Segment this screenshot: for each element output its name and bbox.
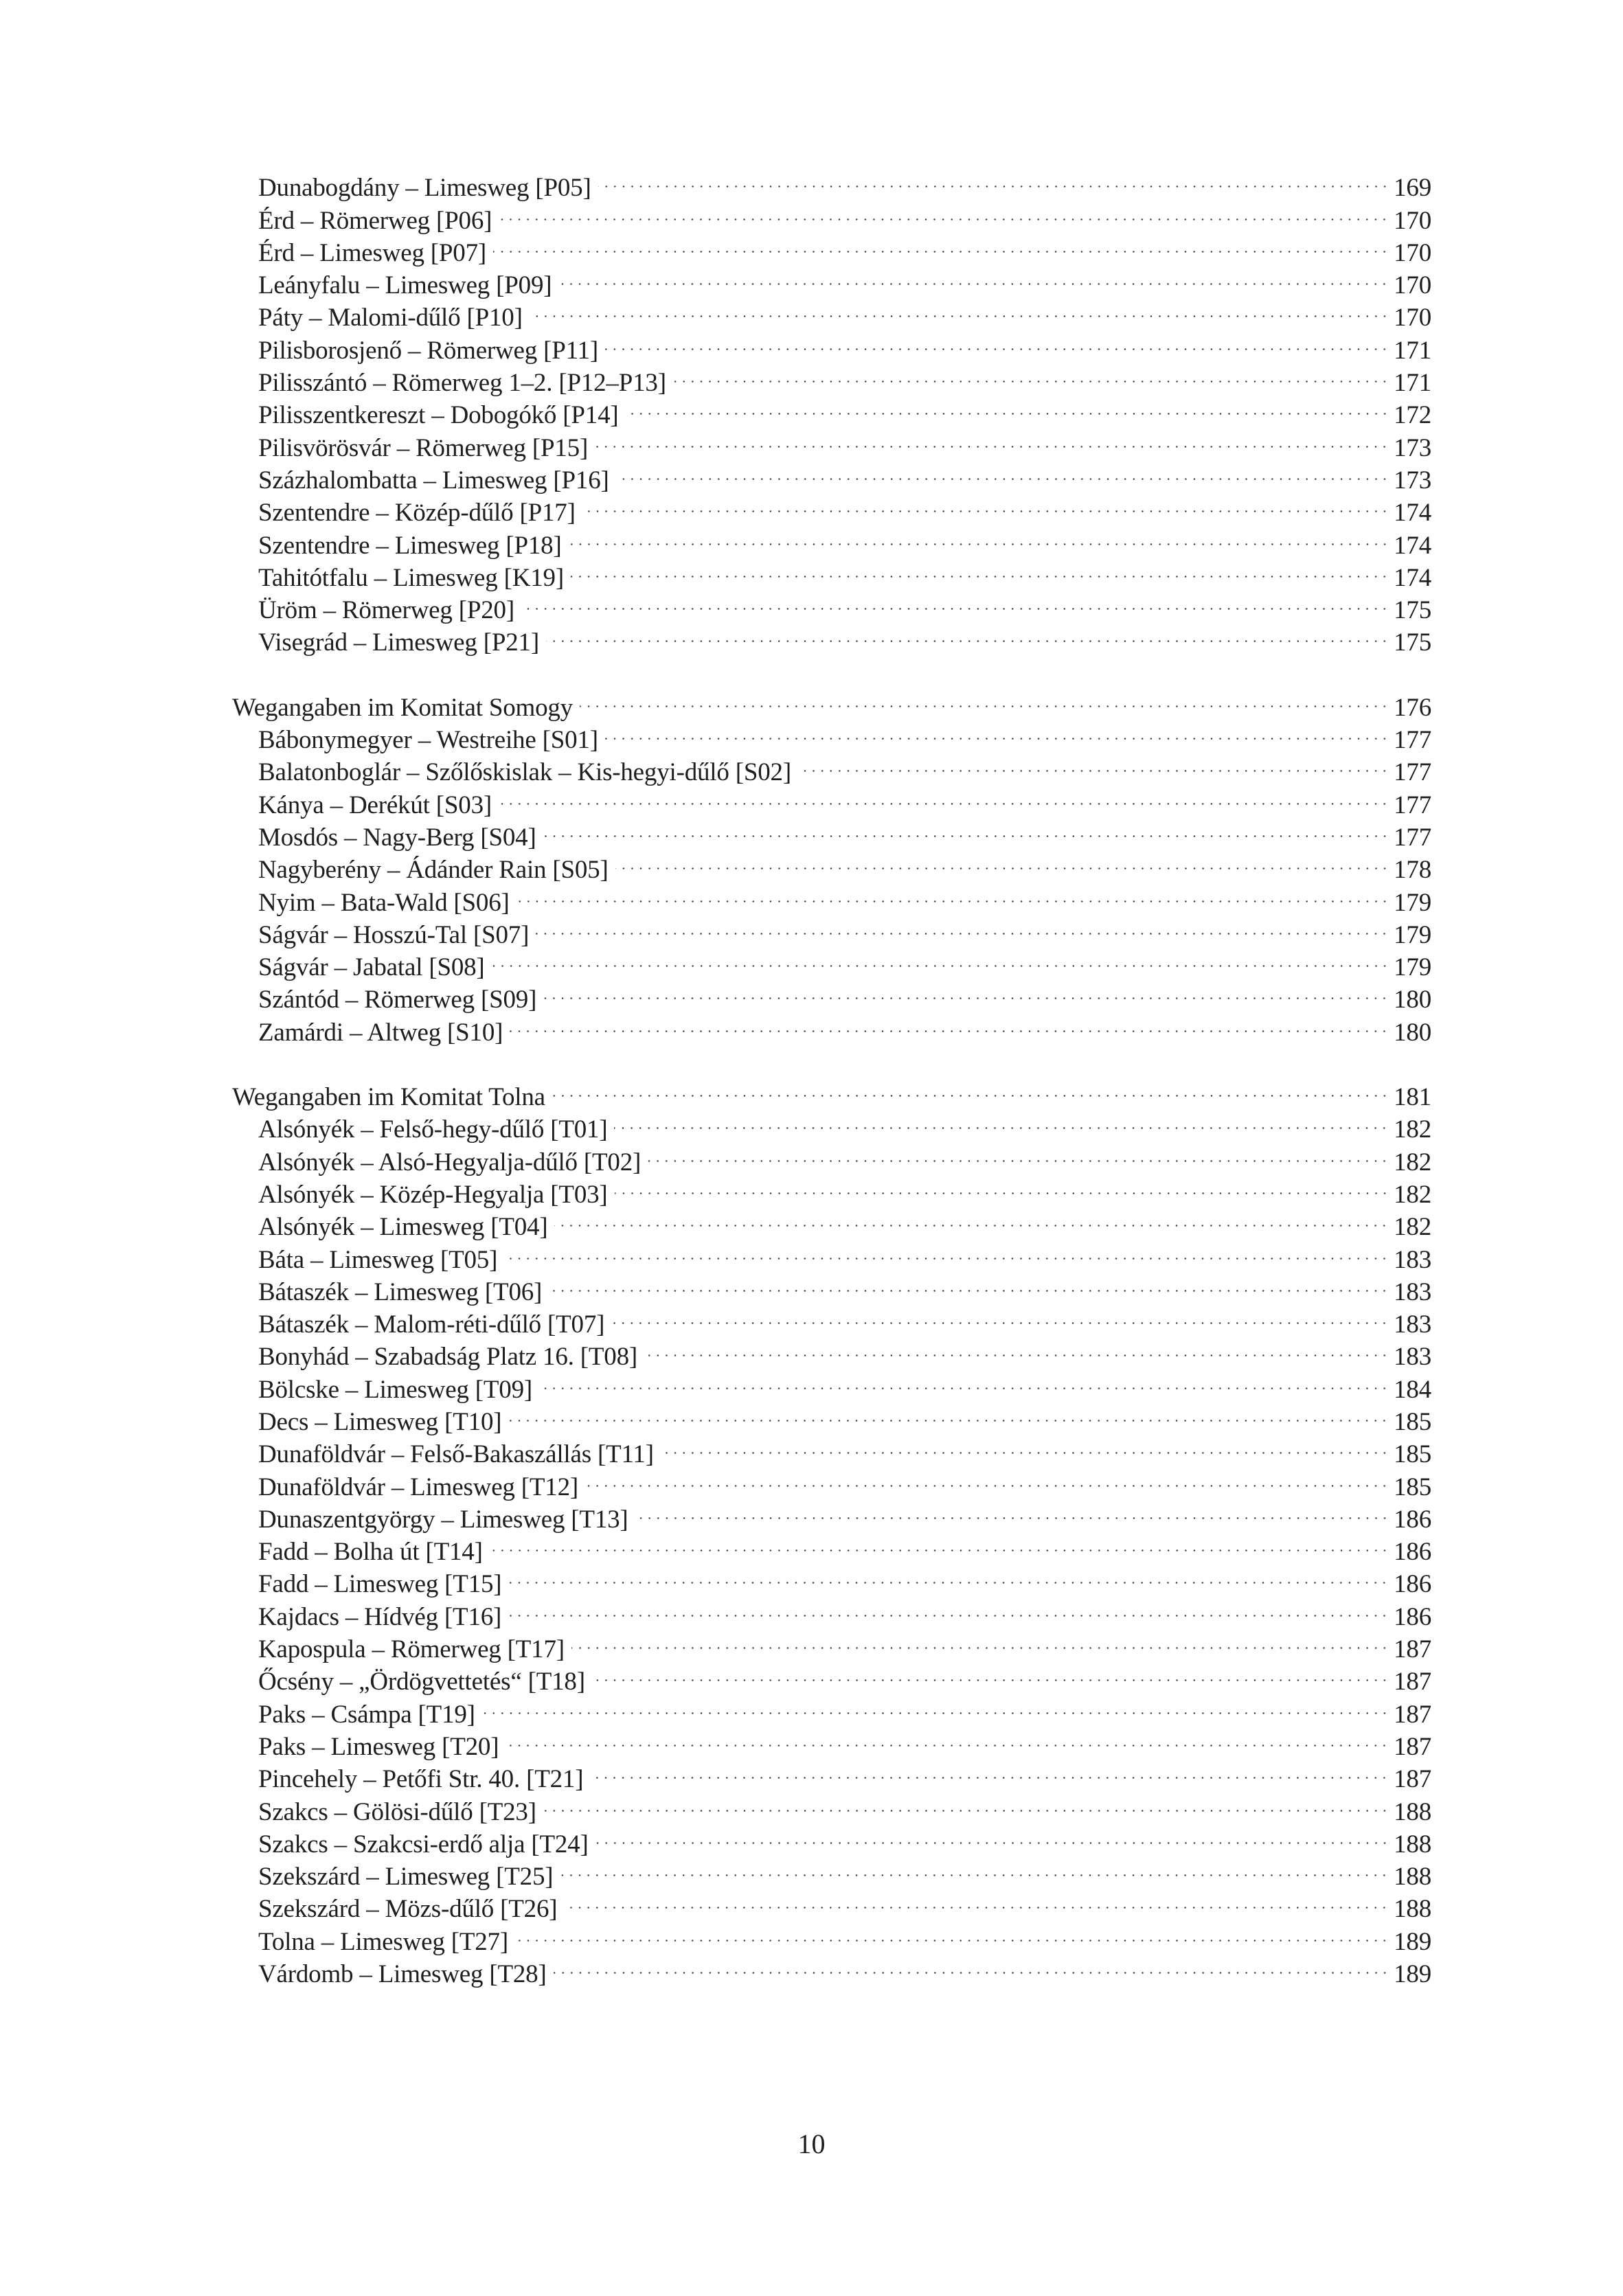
dot-leader: [582, 488, 1390, 521]
dot-leader: [492, 943, 1390, 975]
dot-leader: [499, 780, 1390, 812]
entry-title: Alsónyék – Alsó-Hegyalja-dűlő [T02]: [258, 1148, 642, 1177]
entry-title: Érd – Römerweg [P06]: [258, 206, 492, 235]
page-number: 10: [797, 2128, 826, 2159]
dot-leader: [611, 1300, 1390, 1332]
dot-leader: [499, 196, 1390, 228]
page-reference: 186: [1394, 1570, 1431, 1599]
entry-title: Zamárdi – Altweg [S10]: [258, 1018, 503, 1047]
dot-leader: [571, 1625, 1390, 1657]
page-reference: 188: [1394, 1863, 1431, 1891]
page-reference: 182: [1394, 1115, 1431, 1144]
dot-leader: [554, 1950, 1390, 1982]
page-reference: 189: [1394, 1960, 1431, 1989]
page-reference: 178: [1394, 856, 1431, 885]
entry-title: Üröm – Römerweg [P20]: [258, 596, 514, 625]
dot-leader: [673, 359, 1390, 391]
dot-leader: [536, 911, 1390, 943]
page-reference: 169: [1394, 174, 1431, 203]
dot-leader: [549, 1268, 1390, 1300]
dot-leader: [543, 1787, 1390, 1819]
dot-leader: [508, 1592, 1390, 1624]
dot-leader: [508, 1398, 1390, 1430]
entry-title: Bölcske – Limesweg [T09]: [258, 1375, 533, 1404]
entry-title: Tolna – Limesweg [T27]: [258, 1927, 508, 1956]
dot-leader: [517, 878, 1390, 910]
entry-title: Kajdacs – Hídvég [T16]: [258, 1602, 502, 1631]
dot-leader: [515, 1917, 1390, 1949]
entry-title: Dunaföldvár – Limesweg [T12]: [258, 1473, 579, 1501]
entry-title: Báta – Limesweg [T05]: [258, 1245, 498, 1274]
entry-title: Dunaföldvár – Felső-Bakaszállás [T11]: [258, 1440, 654, 1469]
page-reference: 174: [1394, 499, 1431, 527]
dot-leader: [552, 1073, 1390, 1105]
entry-title: Szántód – Römerweg [S09]: [258, 986, 537, 1014]
entry-title: Leányfalu – Limesweg [P09]: [258, 271, 552, 300]
toc-group: [232, 1073, 1431, 1989]
entry-title: Mosdós – Nagy-Berg [S04]: [258, 823, 536, 852]
page-reference: 186: [1394, 1505, 1431, 1534]
entry-title: Dunabogdány – Limesweg [P05]: [258, 174, 591, 203]
entry-title: Fadd – Limesweg [T15]: [258, 1570, 502, 1599]
entry-title: Alsónyék – Közép-Hegyalja [T03]: [258, 1180, 608, 1209]
dot-leader: [506, 1723, 1390, 1755]
page-reference: 187: [1394, 1765, 1431, 1794]
dot-leader: [554, 1203, 1390, 1235]
entry-title: Szakcs – Gölösi-dűlő [T23]: [258, 1797, 536, 1826]
dot-leader: [605, 326, 1390, 358]
page-reference: 174: [1394, 563, 1431, 592]
dot-leader: [564, 1885, 1390, 1917]
entry-title: Fadd – Bolha út [T14]: [258, 1538, 483, 1567]
page-reference: 174: [1394, 531, 1431, 560]
dot-leader: [543, 975, 1390, 1008]
entry-title: Visegrád – Limesweg [P21]: [258, 628, 539, 657]
page-reference: 179: [1394, 888, 1431, 917]
dot-leader: [661, 1430, 1390, 1462]
entry-title: Bátaszék – Limesweg [T06]: [258, 1277, 543, 1306]
entry-title: Tahitótfalu – Limesweg [K19]: [258, 563, 564, 592]
entry-title: Várdomb – Limesweg [T28]: [258, 1960, 547, 1989]
page-reference: 173: [1394, 433, 1431, 462]
entry-title: Pilisszántó – Römerweg 1–2. [P12–P13]: [258, 369, 666, 398]
dot-leader: [571, 554, 1390, 586]
dot-leader: [615, 1170, 1390, 1203]
entry-title: Pilisszentkereszt – Dobogókő [P14]: [258, 401, 619, 430]
entry-title: Nagyberény – Ádánder Rain [S05]: [258, 856, 609, 885]
entry-title: Páty – Malomi-dűlő [P10]: [258, 304, 523, 332]
page-reference: 183: [1394, 1245, 1431, 1274]
dot-leader: [530, 293, 1390, 326]
dot-leader: [616, 456, 1390, 488]
page-reference: 186: [1394, 1538, 1431, 1567]
entry-title: Pilisborosjenő – Römerweg [P11]: [258, 336, 598, 365]
page-reference: 188: [1394, 1895, 1431, 1924]
page-reference: 188: [1394, 1830, 1431, 1859]
dot-leader: [595, 1820, 1390, 1852]
page-reference: 177: [1394, 791, 1431, 819]
section-title: Wegangaben im Komitat Tolna: [232, 1083, 545, 1112]
page-reference: 183: [1394, 1343, 1431, 1372]
entry-title: Ságvár – Hosszú-Tal [S07]: [258, 920, 530, 949]
dot-leader: [585, 1462, 1390, 1494]
page-reference: 187: [1394, 1732, 1431, 1761]
page-reference: 189: [1394, 1927, 1431, 1956]
entry-title: Szekszárd – Limesweg [T25]: [258, 1863, 554, 1891]
dot-leader: [482, 1690, 1390, 1722]
page-reference: 182: [1394, 1213, 1431, 1242]
entry-title: Pincehely – Petőfi Str. 40. [T21]: [258, 1765, 584, 1794]
entry-title: Decs – Limesweg [T10]: [258, 1407, 502, 1436]
entry-title: Kánya – Derékút [S03]: [258, 791, 492, 819]
entry-title: Pilisvörösvár – Römerweg [P15]: [258, 433, 589, 462]
page-reference: 179: [1394, 920, 1431, 949]
dot-leader: [644, 1332, 1390, 1365]
dot-leader: [605, 716, 1390, 748]
page-reference: 187: [1394, 1700, 1431, 1729]
page-reference: 170: [1394, 304, 1431, 332]
entry-title: Paks – Csámpa [T19]: [258, 1700, 475, 1729]
dot-leader: [569, 521, 1390, 553]
page-reference: 177: [1394, 823, 1431, 852]
dot-leader: [635, 1495, 1390, 1527]
toc-group: [232, 163, 1431, 657]
entry-title: Alsónyék – Felső-hegy-dűlő [T01]: [258, 1115, 608, 1144]
dot-leader: [543, 813, 1390, 845]
entry-title: Bátaszék – Malom-réti-dűlő [T07]: [258, 1310, 605, 1339]
entry-title: Érd – Limesweg [P07]: [258, 238, 487, 267]
page-reference: 181: [1394, 1083, 1431, 1112]
dot-leader: [598, 163, 1390, 196]
page-reference: 185: [1394, 1440, 1431, 1469]
page-reference: 177: [1394, 758, 1431, 787]
page-reference: 186: [1394, 1602, 1431, 1631]
dot-leader: [508, 1560, 1390, 1592]
dot-leader: [504, 1235, 1390, 1267]
toc-entry: [232, 163, 1431, 203]
page-reference: 177: [1394, 726, 1431, 755]
dot-leader: [521, 586, 1390, 618]
page-reference: 170: [1394, 271, 1431, 300]
page-reference: 170: [1394, 206, 1431, 235]
page-reference: 171: [1394, 369, 1431, 398]
dot-leader: [614, 1105, 1390, 1137]
entry-title: Szekszárd – Mözs-dűlő [T26]: [258, 1895, 558, 1924]
toc-group: [232, 683, 1431, 1047]
entry-title: Paks – Limesweg [T20]: [258, 1732, 499, 1761]
page-reference: 185: [1394, 1407, 1431, 1436]
dot-leader: [648, 1137, 1390, 1170]
dot-leader: [558, 261, 1390, 293]
dot-leader: [615, 845, 1390, 878]
page-reference: 182: [1394, 1180, 1431, 1209]
entry-title: Szentendre – Limesweg [P18]: [258, 531, 562, 560]
dot-leader: [490, 1527, 1390, 1560]
section-title: Wegangaben im Komitat Somogy: [232, 693, 573, 722]
dot-leader: [626, 391, 1391, 423]
page-reference: 176: [1394, 693, 1431, 722]
entry-title: Bábonymegyer – Westreihe [S01]: [258, 726, 598, 755]
page-reference: 179: [1394, 953, 1431, 982]
page-reference: 173: [1394, 466, 1431, 495]
page-reference: 175: [1394, 596, 1431, 625]
dot-leader: [592, 1657, 1390, 1690]
page-reference: 184: [1394, 1375, 1431, 1404]
dot-leader: [580, 683, 1390, 715]
page-reference: 171: [1394, 336, 1431, 365]
dot-leader: [595, 423, 1390, 455]
entry-title: Őcsény – „Ördögvettetés“ [T18]: [258, 1668, 585, 1696]
page-reference: 180: [1394, 986, 1431, 1014]
dot-leader: [546, 618, 1390, 650]
dot-leader: [510, 1008, 1390, 1040]
dot-leader: [798, 748, 1390, 780]
page-reference: 183: [1394, 1277, 1431, 1306]
entry-title: Balatonboglár – Szőlőskislak – Kis-hegyi-dűlő [S02]: [258, 758, 791, 787]
entry-title: Dunaszentgyörgy – Limesweg [T13]: [258, 1505, 628, 1534]
toc-section-heading: [232, 683, 1431, 722]
page-reference: 170: [1394, 238, 1431, 267]
page-reference: 172: [1394, 401, 1431, 430]
entry-title: Alsónyék – Limesweg [T04]: [258, 1213, 548, 1242]
entry-title: Nyim – Bata-Wald [S06]: [258, 888, 510, 917]
page-reference: 180: [1394, 1018, 1431, 1047]
dot-leader: [560, 1852, 1390, 1885]
page-reference: 185: [1394, 1473, 1431, 1501]
entry-title: Ságvár – Jabatal [S08]: [258, 953, 485, 982]
table-of-contents: [232, 163, 1431, 1989]
entry-title: Kapospula – Römerweg [T17]: [258, 1635, 565, 1664]
dot-leader: [493, 229, 1390, 261]
page-reference: 187: [1394, 1635, 1431, 1664]
page-reference: 188: [1394, 1797, 1431, 1826]
entry-title: Szakcs – Szakcsi-erdő alja [T24]: [258, 1830, 589, 1859]
toc-section-heading: [232, 1073, 1431, 1112]
dot-leader: [539, 1365, 1390, 1397]
entry-title: Százhalombatta – Limesweg [P16]: [258, 466, 609, 495]
page-reference: 187: [1394, 1668, 1431, 1696]
page-reference: 183: [1394, 1310, 1431, 1339]
dot-leader: [590, 1755, 1390, 1787]
entry-title: Bonyhád – Szabadság Platz 16. [T08]: [258, 1343, 637, 1372]
entry-title: Szentendre – Közép-dűlő [P17]: [258, 499, 576, 527]
page-reference: 182: [1394, 1148, 1431, 1177]
page-reference: 175: [1394, 628, 1431, 657]
